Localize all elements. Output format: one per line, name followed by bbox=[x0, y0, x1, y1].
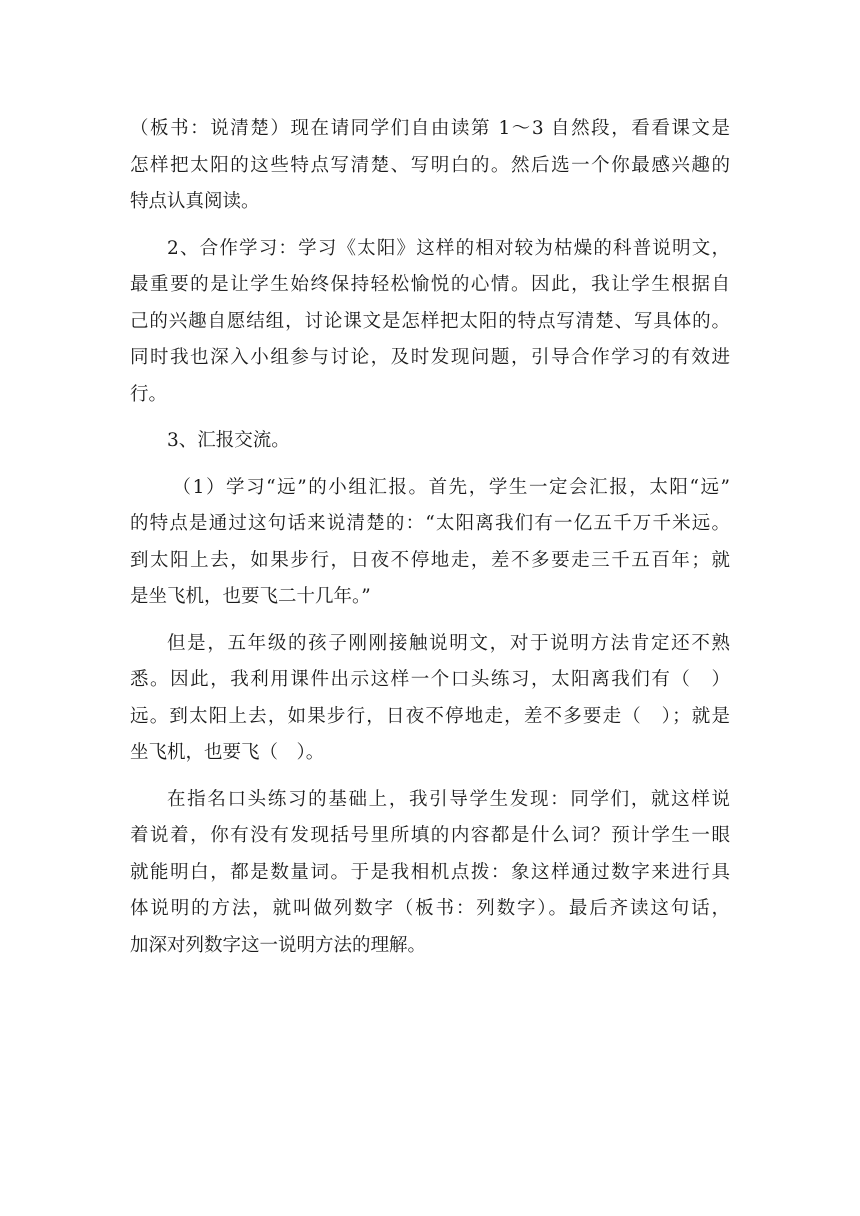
text-line: 但是，五年级的孩子刚刚接触说明文，对于说明方法肯定还不熟 bbox=[167, 632, 730, 654]
text-line: （1）学习“远”的小组汇报。首先，学生一定会汇报，太阳“远” bbox=[172, 476, 730, 498]
paragraph-oral-exercise bbox=[130, 626, 730, 772]
text-line: 远。到太阳上去，如果步行，日夜不停地走，差不多要走（ ）；就是 bbox=[130, 705, 730, 727]
text-line: 的特点是通过这句话来说清楚的：“太阳离我们有一亿五千万千米远。 bbox=[130, 513, 730, 534]
paragraph-cooperative-learning bbox=[130, 231, 730, 414]
text-line: 悉。因此，我利用课件出示这样一个口头练习，太阳离我们有（ ） bbox=[130, 669, 730, 690]
text-line: 是坐飞机，也要飞二十几年。” bbox=[130, 586, 371, 607]
text-line: 加深对列数字这一说明方法的理解。 bbox=[130, 934, 427, 956]
paragraph-report-heading bbox=[130, 423, 730, 460]
text-line: （板书：说清楚）现在请同学们自由读第 1～3 自然段，看看课文是 bbox=[130, 118, 730, 139]
text-line: 到太阳上去，如果步行，日夜不停地走，差不多要走三千五百年；就 bbox=[130, 549, 730, 571]
text-line: 己的兴趣自愿结组，讨论课文是怎样把太阳的特点写清楚、写具体的。 bbox=[130, 310, 730, 332]
text-line: 特点认真阅读。 bbox=[130, 191, 260, 212]
paragraph-group-report-far bbox=[130, 470, 730, 616]
paragraph-board-note bbox=[130, 111, 730, 221]
paragraph-listing-numbers bbox=[130, 782, 730, 965]
text-line: 怎样把太阳的这些特点写清楚、写明白的。然后选一个你最感兴趣的 bbox=[130, 154, 730, 176]
text-line: 2、合作学习：学习《太阳》这样的相对较为枯燥的科普说明文， bbox=[167, 237, 730, 259]
text-line: 3、汇报交流。 bbox=[167, 430, 290, 451]
text-line: 就能明白，都是数量词。于是我相机点拨：象这样通过数字来进行具 bbox=[130, 861, 730, 883]
text-line: 在指名口头练习的基础上，我引导学生发现：同学们，就这样说 bbox=[167, 788, 730, 810]
document-body bbox=[130, 111, 730, 974]
text-line: 最重要的是让学生始终保持轻松愉悦的心情。因此，我让学生根据自 bbox=[130, 274, 730, 295]
text-line: 行。 bbox=[130, 383, 168, 405]
text-line: 体说明的方法，就叫做列数字（板书：列数字）。最后齐读这句话， bbox=[130, 898, 730, 919]
text-line: 坐飞机，也要飞（ ）。 bbox=[130, 742, 325, 763]
text-line: 着说着，你有没有发现括号里所填的内容都是什么词？预计学生一眼 bbox=[130, 825, 730, 846]
text-line: 同时我也深入小组参与讨论，及时发现问题，引导合作学习的有效进 bbox=[130, 347, 730, 368]
